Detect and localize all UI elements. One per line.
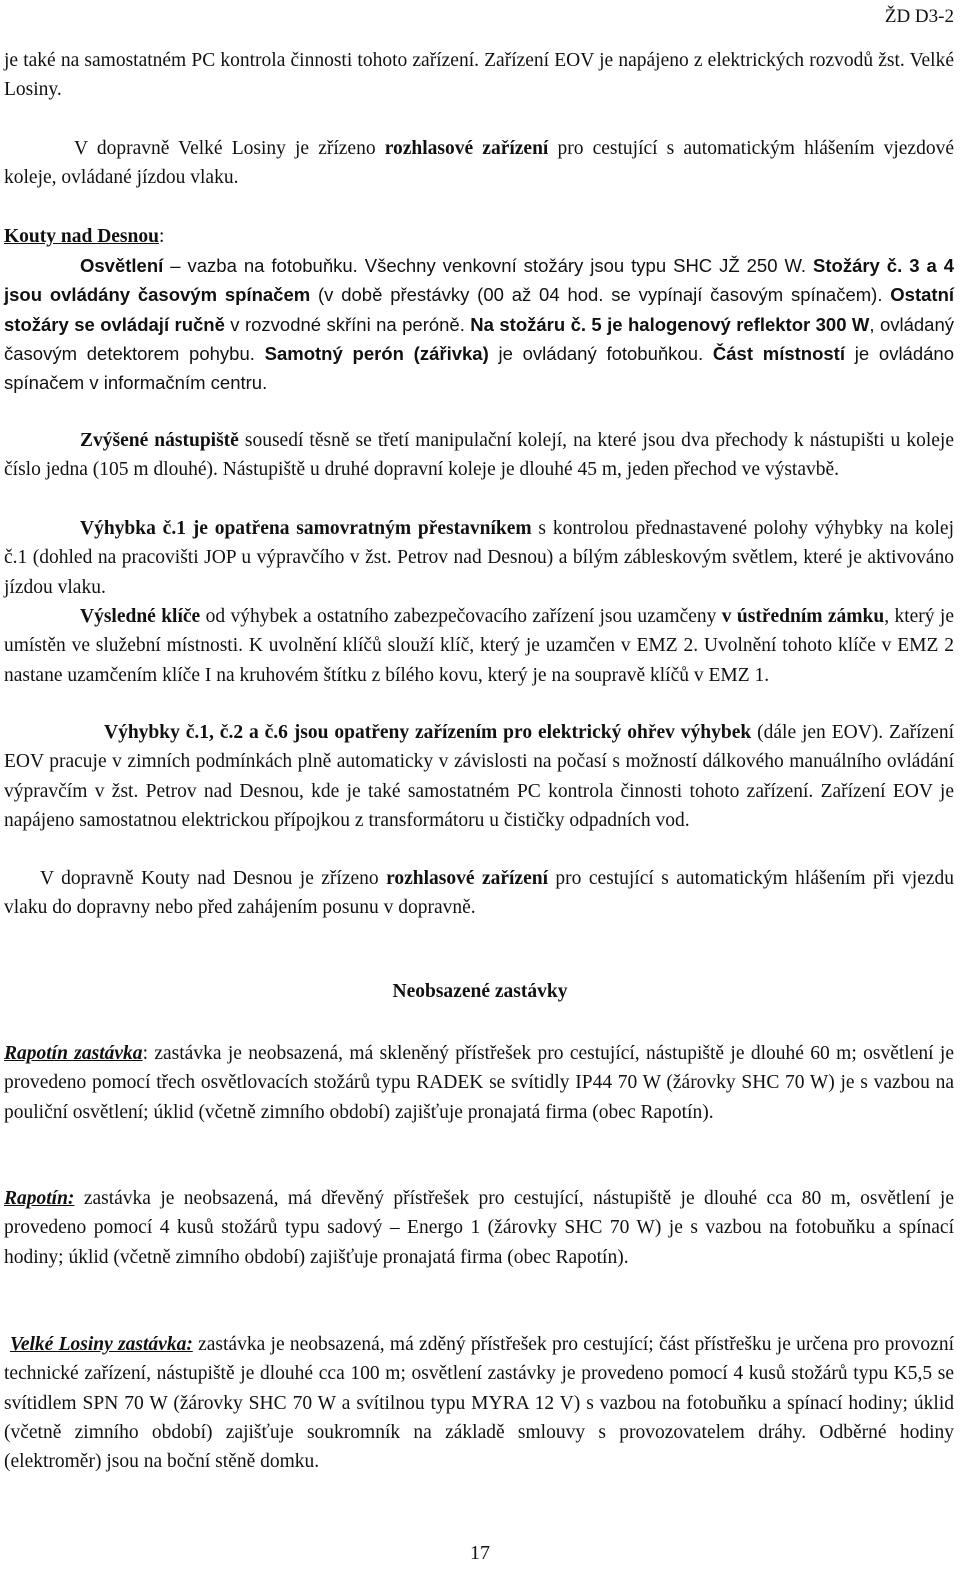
paragraph-rozhlas-kouty: V dopravně Kouty nad Desnou je zřízeno rozhlasové zařízení pro cestující s automatickým hlášením při vjezdu vlaku do dopravny nebo před zahájením posunu v dopravně. xyxy=(4,868,955,919)
paragraph-vyhybka-1: Výhybka č.1 je opatřena samovratným přestavníkem s kontrolou přednastavené polohy výhybky na kolej č.1 (dohled na pracovišti JOP u výpravčího v žst. Petrov nad Desnou) a bílým zábleskovým světlem, které je aktivováno jízdou vlaku. xyxy=(4,518,954,598)
paragraph-klice: Výsledné klíče od výhybek a ostatního zabezpečovacího zařízení jsou uzamčeny v ústředním zámku, který je umístěn ve služební místnosti. K uvolnění klíčů slouží klíč, který je uzamčen v EMZ 2. Uvolnění tohoto klíče v EMZ 2 nastane uzamčením klíče I na kruhovém štítku z bílého kovu, který je na soupravě klíčů v EMZ 1. xyxy=(4,606,954,686)
heading-kouty: Kouty nad Desnou: xyxy=(4,226,165,247)
paragraph-rozhlas-velke-losiny: V dopravně Velké Losiny je zřízeno rozhlasové zařízení pro cestující s automatickým hlášením vjezdové koleje, ovládané jízdou vlaku. xyxy=(4,138,954,189)
paragraph-velke-losiny-zastavka: Velké Losiny zastávka: zastávka je neobsazená, má zděný přístřešek pro cestující; část přístřešku je určena pro provozní technické zařízení, nástupiště je dlouhé cca 100 m; osvětlení zastávky je provedeno pomocí 4 kusů stožárů typu K5,5 se svítidlem SPN 70 W (žárovky SHC 70 W a svítilnou typu MYRA 12 V) s vazbou na fotobuňku a spínací hodiny; úklid (včetně zimního období) zajišťuje soukromník na základě smlouvy s provozovatelem dráhy. Odběrné hodiny (elektroměr) jsou na boční stěně domku. xyxy=(4,1334,954,1473)
kouty-title: Kouty nad Desnou xyxy=(4,226,159,247)
paragraph-eov-kouty: Výhybky č.1, č.2 a č.6 jsou opatřeny zařízením pro elektrický ohřev výhybek (dále jen EOV). Zařízení EOV pracuje v zimních podmínkách plně automaticky v závislosti na počasí s možností dálkového manuálního ovládání výpravčím v žst. Petrov nad Desnou, kde je také samostatném PC kontrola činnosti tohoto zařízení. Zařízení EOV je napájeno samostatnou elektrickou přípojkou z transformátoru u čističky odpadních vod. xyxy=(4,722,954,831)
paragraph-rapotin: Rapotín: zastávka je neobsazená, má dřevěný přístřešek pro cestující, nástupiště je dlouhé cca 80 m, osvětlení je provedeno pomocí 4 kusů stožárů typu sadový – Energo 1 (žárovky SHC 70 W) je s vazbou na fotobuňku a spínací hodiny; úklid (včetně zimního období) zajišťuje pronajatá firma (obec Rapotín). xyxy=(4,1188,954,1268)
document-code: ŽD D3-2 xyxy=(884,6,954,27)
paragraph-osvetleni-kouty: Osvětlení – vazba na fotobuňku. Všechny venkovní stožáry jsou typu SHC JŽ 250 W. Stožáry č. 3 a 4 jsou ovládány časovým spínačem (v době přestávky (00 až 04 hod. se vypínají časovým spínačem). Ostatní stožáry se ovládají ručně v rozvodné skříni na peróně. Na stožáru č. 5 je halogenový reflektor 300 W, ovládaný časovým detektorem pohybu. Samotný perón (zářivka) je ovládaný fotobuňkou. Část místností je ovládáno spínačem v informačním centru. xyxy=(4,255,955,394)
paragraph-rapotin-zastavka: Rapotín zastávka: zastávka je neobsazená, má skleněný přístřešek pro cestující, nástupiště je dlouhé 60 m; osvětlení je provedeno pomocí třech osvětlovacích stožárů typu RADEK se svítidly IP44 70 W (žárovky SHC 70 W) je s vazbou na pouliční osvětlení; úklid (včetně zimního období) zajišťuje pronajatá firma (obec Rapotín). xyxy=(4,1043,954,1123)
page-number: 17 xyxy=(470,1542,490,1564)
paragraph-nastupiste: Zvýšené nástupiště sousedí těsně se třetí manipulační kolejí, na které jsou dva přechody k nástupišti u koleje číslo jedna (105 m dlouhé). Nástupiště u druhé dopravní koleje je dlouhé 45 m, jeden přechod ve výstavbě. xyxy=(4,430,954,481)
paragraph-eov-velke-losiny: je také na samostatném PC kontrola činnosti tohoto zařízení. Zařízení EOV je napájeno z elektrických rozvodů žst. Velké Losiny. xyxy=(4,50,954,101)
section-title: Neobsazené zastávky xyxy=(392,981,568,1002)
